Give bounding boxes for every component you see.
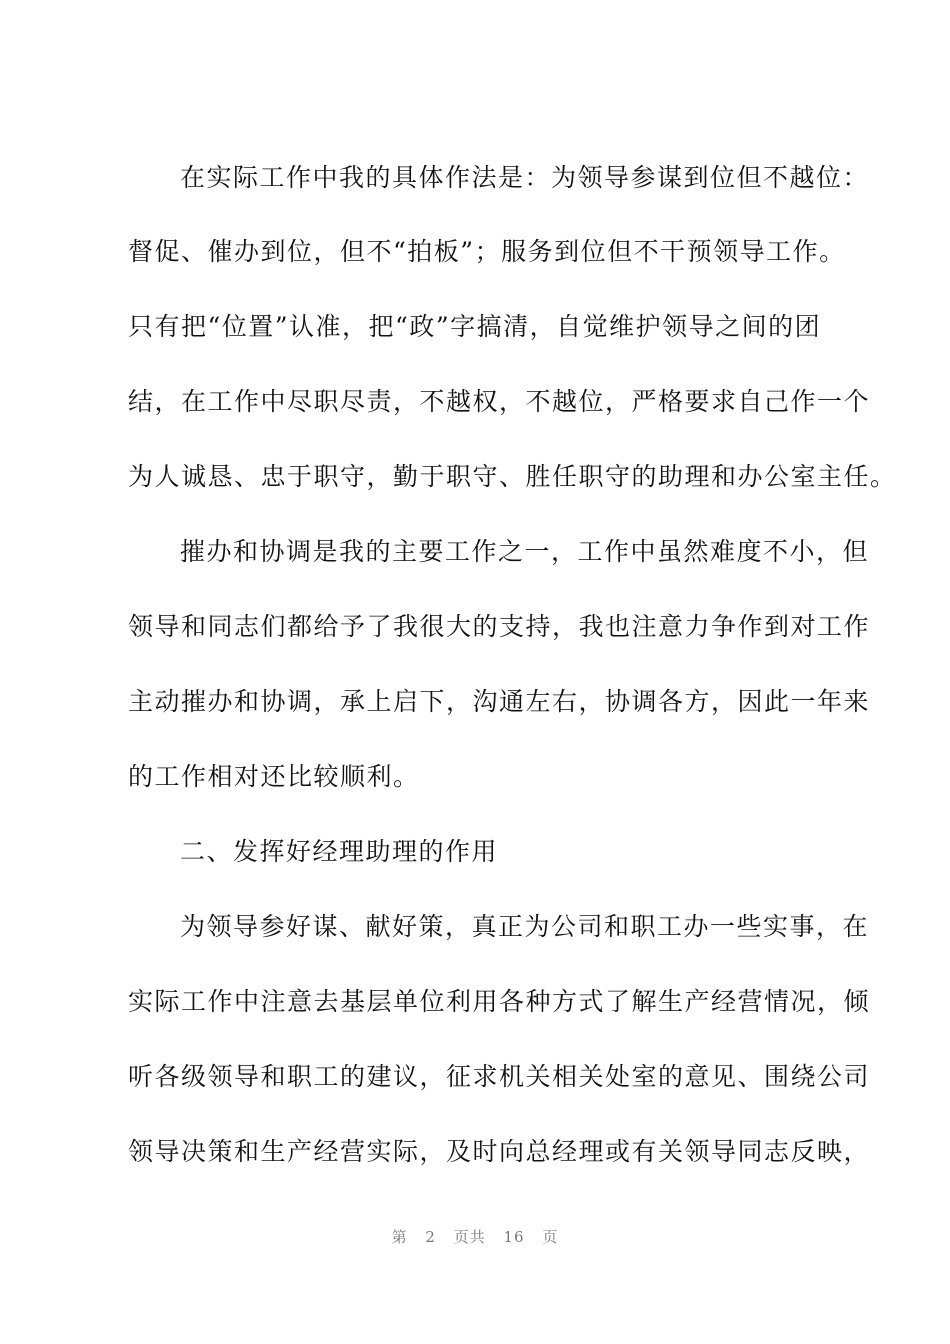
- text-line-14: 领导决策和生产经营实际，及时向总经理或有关领导同志反映，: [128, 1137, 871, 1166]
- footer-suffix: 页: [542, 1228, 559, 1246]
- section-heading: 二、发挥好经理助理的作用: [180, 837, 499, 866]
- text-line-5: 为人诚恳、忠于职守，勤于职守、胜任职守的助理和办公室主任。: [128, 462, 897, 491]
- text-line-11: 为领导参好谋、献好策，真正为公司和职工办一些实事，在: [180, 912, 870, 941]
- text-line-1: 在实际工作中我的具体作法是：为领导参谋到位但不越位：: [180, 163, 870, 192]
- footer-middle: 页共: [453, 1228, 486, 1246]
- text-line-3: 只有把“位置”认准，把“政”字搞清，自觉维护领导之间的团: [128, 312, 822, 341]
- current-page-number: 2: [425, 1228, 436, 1246]
- page-footer: [0, 1226, 950, 1247]
- footer-prefix: 第: [391, 1228, 408, 1246]
- text-line-4: 结，在工作中尽职尽责，不越权，不越位，严格要求自己作一个: [128, 387, 871, 416]
- total-pages-number: 16: [503, 1228, 525, 1246]
- text-line-13: 听各级领导和职工的建议，征求机关相关处室的意见、围绕公司: [128, 1062, 871, 1091]
- text-line-9: 的工作相对还比较顺利。: [128, 762, 420, 791]
- text-line-6: 摧办和协调是我的主要工作之一，工作中虽然难度不小，但: [180, 537, 870, 566]
- text-line-12: 实际工作中注意去基层单位利用各种方式了解生产经营情况，倾: [128, 987, 871, 1016]
- text-line-2: 督促、催办到位，但不“拍板”；服务到位但不干预领导工作。: [128, 237, 846, 266]
- text-line-7: 领导和同志们都给予了我很大的支持，我也注意力争作到对工作: [128, 612, 871, 641]
- text-line-8: 主动摧办和协调，承上启下，沟通左右，协调各方，因此一年来: [128, 687, 871, 716]
